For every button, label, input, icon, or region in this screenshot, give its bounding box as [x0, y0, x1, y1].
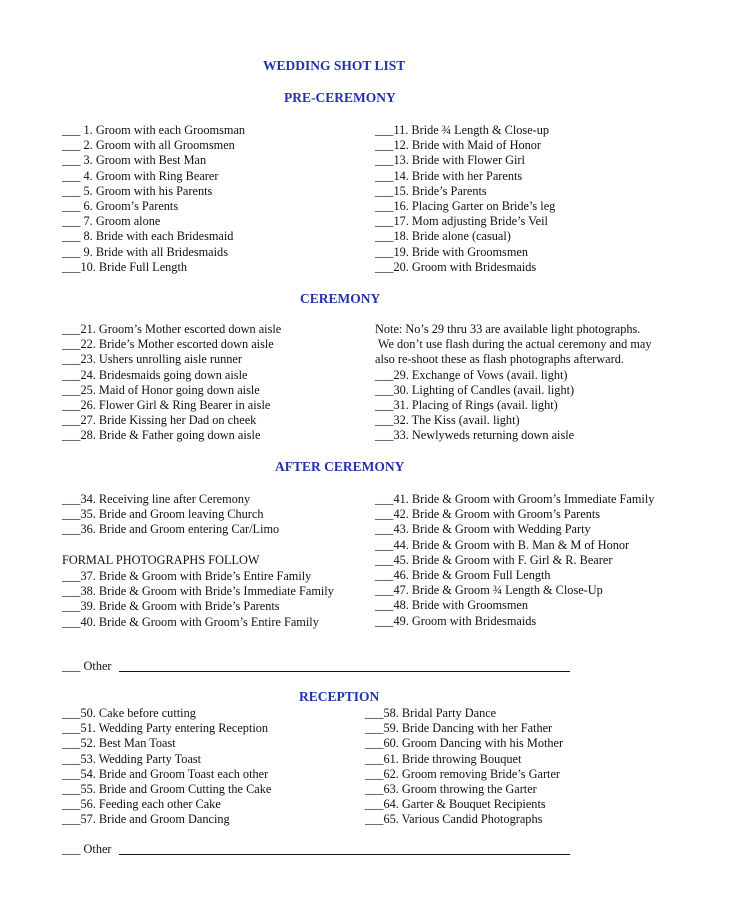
- checklist-item: ___15. Bride’s Parents: [375, 183, 487, 198]
- checklist-item: ___37. Bride & Groom with Bride’s Entire Family: [62, 569, 312, 583]
- reception-left-list: [62, 706, 271, 828]
- checklist-item: ___40. Bride & Groom with Groom’s Entire Family: [62, 614, 319, 629]
- checklist-item: ___31. Placing of Rings (avail. light): [375, 397, 558, 412]
- checklist-item: ___30. Lighting of Candles (avail. light): [375, 382, 575, 397]
- checklist-item: ___46. Bride & Groom Full Length: [375, 567, 551, 582]
- checklist-item: ___58. Bridal Party Dance: [365, 706, 497, 720]
- checklist-item: ___ 1. Groom with each Groomsman: [62, 123, 246, 137]
- checklist-item: ___28. Bride & Father going down aisle: [62, 428, 261, 443]
- checklist-item: ___20. Groom with Bridesmaids: [375, 259, 537, 274]
- checklist-item: ___59. Bride Dancing with her Father: [365, 721, 553, 736]
- checklist-item: ___34. Receiving line after Ceremony: [62, 492, 251, 506]
- checklist-item: ___ 4. Groom with Ring Bearer: [62, 168, 219, 183]
- after-ceremony-heading: AFTER CEREMONY: [275, 459, 405, 474]
- note-line: also re-shoot these as flash photographs afterward.: [375, 352, 624, 367]
- checklist-item: ___36. Bride and Groom entering Car/Limo: [62, 522, 280, 537]
- reception-right-list: [365, 706, 563, 828]
- reception-heading: RECEPTION: [299, 689, 380, 704]
- checklist-item: ___23. Ushers unrolling aisle runner: [62, 352, 242, 367]
- checklist-item: ___45. Bride & Groom with F. Girl & R. Bearer: [375, 552, 613, 567]
- ceremony-note: [375, 322, 652, 368]
- checklist-item: ___ 5. Groom with his Parents: [62, 183, 213, 198]
- pre-ceremony-heading: PRE-CEREMONY: [284, 90, 396, 105]
- checklist-item: ___ 2. Groom with all Groomsmen: [62, 138, 235, 153]
- checklist-item: ___61. Bride throwing Bouquet: [365, 751, 522, 766]
- checklist-item: ___42. Bride & Groom with Groom’s Parents: [375, 507, 601, 522]
- pre-ceremony-right-list: [375, 123, 555, 275]
- checklist-item: ___24. Bridesmaids going down aisle: [62, 367, 248, 382]
- note-line: We don’t use flash during the actual ceremony and may: [375, 337, 652, 352]
- checklist-item: ___38. Bride & Groom with Bride’s Immediate Family: [62, 584, 334, 599]
- checklist-item: ___56. Feeding each other Cake: [62, 797, 221, 812]
- checklist-item: ___39. Bride & Groom with Bride’s Parents: [62, 599, 280, 614]
- checklist-item: ___ 3. Groom with Best Man: [62, 153, 207, 168]
- checklist-item: ___21. Groom’s Mother escorted down aisle: [62, 322, 282, 336]
- pre-ceremony-left-list: [62, 123, 245, 275]
- formal-photographs-list: [62, 569, 334, 630]
- checklist-item: ___14. Bride with her Parents: [375, 168, 523, 183]
- checklist-item: ___43. Bride & Groom with Wedding Party: [375, 522, 591, 537]
- checklist-item: ___64. Garter & Bouquet Recipients: [365, 797, 546, 812]
- other-label: ___ Other: [62, 659, 112, 673]
- checklist-item: ___10. Bride Full Length: [62, 259, 188, 274]
- other-write-line[interactable]: [119, 671, 570, 672]
- checklist-item: ___12. Bride with Maid of Honor: [375, 138, 541, 153]
- checklist-item: ___48. Bride with Groomsmen: [375, 598, 529, 613]
- page-title: WEDDING SHOT LIST: [263, 58, 406, 73]
- checklist-item: ___18. Bride alone (casual): [375, 229, 511, 244]
- checklist-item: ___16. Placing Garter on Bride’s leg: [375, 198, 556, 213]
- checklist-item: ___57. Bride and Groom Dancing: [62, 812, 230, 827]
- after-ceremony-right-list: [375, 492, 654, 629]
- checklist-item: ___32. The Kiss (avail. light): [375, 413, 520, 428]
- checklist-item: ___ 7. Groom alone: [62, 214, 161, 229]
- checklist-item: ___55. Bride and Groom Cutting the Cake: [62, 781, 272, 796]
- formal-photographs-heading: FORMAL PHOTOGRAPHS FOLLOW: [62, 553, 260, 567]
- checklist-item: ___ 8. Bride with each Bridesmaid: [62, 229, 234, 244]
- checklist-item: ___60. Groom Dancing with his Mother: [365, 736, 564, 751]
- checklist-item: ___13. Bride with Flower Girl: [375, 153, 525, 168]
- checklist-item: ___47. Bride & Groom ¾ Length & Close-Up: [375, 583, 603, 598]
- checklist-item: ___ 9. Bride with all Bridesmaids: [62, 244, 228, 259]
- ceremony-heading: CEREMONY: [300, 291, 381, 306]
- checklist-item: ___27. Bride Kissing her Dad on cheek: [62, 413, 257, 428]
- checklist-item: ___54. Bride and Groom Toast each other: [62, 766, 269, 781]
- other-write-line[interactable]: [119, 854, 570, 855]
- checklist-item: ___52. Best Man Toast: [62, 736, 176, 751]
- checklist-item: ___22. Bride’s Mother escorted down aisle: [62, 337, 274, 352]
- ceremony-left-list: [62, 322, 281, 444]
- checklist-item: ___17. Mom adjusting Bride’s Veil: [375, 214, 548, 229]
- checklist-item: ___51. Wedding Party entering Reception: [62, 721, 269, 736]
- checklist-item: ___29. Exchange of Vows (avail. light): [375, 367, 568, 382]
- ceremony-right-list: [375, 368, 574, 444]
- checklist-item: ___11. Bride ¾ Length & Close-up: [375, 123, 550, 137]
- checklist-item: ___19. Bride with Groomsmen: [375, 244, 529, 259]
- checklist-item: ___26. Flower Girl & Ring Bearer in aisle: [62, 397, 271, 412]
- checklist-item: ___63. Groom throwing the Garter: [365, 781, 537, 796]
- other-label: ___ Other: [62, 842, 112, 856]
- note-line: Note: No’s 29 thru 33 are available light photographs.: [375, 322, 641, 336]
- checklist-item: ___53. Wedding Party Toast: [62, 751, 202, 766]
- checklist-item: ___ 6. Groom’s Parents: [62, 198, 179, 213]
- checklist-item: ___41. Bride & Groom with Groom’s Immediate Family: [375, 492, 655, 506]
- checklist-item: ___44. Bride & Groom with B. Man & M of Honor: [375, 537, 630, 552]
- checklist-item: ___50. Cake before cutting: [62, 706, 196, 720]
- checklist-item: ___62. Groom removing Bride’s Garter: [365, 766, 561, 781]
- checklist-item: ___33. Newlyweds returning down aisle: [375, 428, 575, 443]
- checklist-item: ___49. Groom with Bridesmaids: [375, 613, 537, 628]
- checklist-item: ___25. Maid of Honor going down aisle: [62, 382, 260, 397]
- after-ceremony-left-list: [62, 492, 279, 538]
- checklist-item: ___35. Bride and Groom leaving Church: [62, 507, 264, 522]
- checklist-item: ___65. Various Candid Photographs: [365, 812, 543, 827]
